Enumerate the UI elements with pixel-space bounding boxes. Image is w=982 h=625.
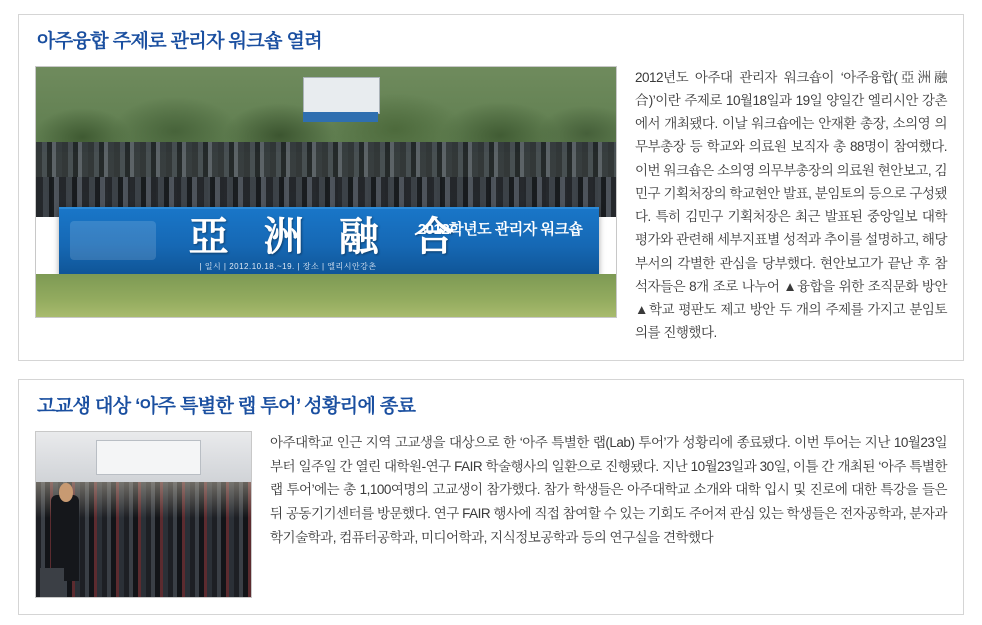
article-1-body	[35, 66, 947, 345]
article-1-photo	[35, 66, 617, 318]
photo-2-speaker-head	[59, 483, 73, 501]
article-2-body	[35, 431, 947, 598]
photo-1-signboard-strip	[303, 112, 378, 122]
article-card-2	[18, 379, 964, 615]
article-1-text: 2012년도 아주대 관리자 워크숍이 ‘아주융합(亞洲融合)’이란 주제로 10월18일과 19일 양일간 엘리시안 강촌에서 개최됐다. 이날 워크숍에는 안재환 총장, 소의영 의무부총장 등 학교와 의료원 보직자 총 88명이 참여했다. 이번 워크숍은 소의영 의무부총장의 의료원 현안보고, 김민구 기획처장의 학교현안 발표, 분임토의 등으로 구성됐다. 특히 김민구 기획처장은 최근 발표된 중앙일보 대학평가와 관련해 세부지표별 성적과 추이를 설명하고, 해당 부서의 각별한 관심을 당부했다. 현안보고가 끝난 후 참석자들은 8개 조로 나누어 ▲융합을 위한 조직문화 방안 ▲학교 평판도 제고 방안 두 개의 주제를 가지고 분임토의를 진행했다.	[635, 69, 947, 341]
photo-2-podium	[40, 568, 64, 598]
article-card-1	[18, 14, 964, 361]
photo-1-banner-event-name: 2012학년도 관리자 워크숍	[417, 221, 583, 239]
photo-1-banner-logo	[70, 221, 156, 260]
article-1-title: 아주융합 주제로 관리자 워크숍 열려	[37, 31, 323, 52]
photo-1-banner	[59, 207, 598, 277]
article-2-title: 고교생 대상 ‘아주 특별한 랩 투어’ 성황리에 종료	[37, 396, 416, 418]
photo-1-banner-details: | 일시 | 2012.10.18.~19. | 장소 | 엘리시안강촌	[199, 261, 377, 271]
photo-1-grass-lower	[36, 274, 616, 317]
photo-1-banner-headline: 亞 洲 融 合	[188, 215, 466, 260]
article-2-text: 아주대학교 인근 지역 고교생을 대상으로 한 ‘아주 특별한 랩(Lab) 투어’가 성황리에 종료됐다. 이번 투어는 지난 10월23일부터 일주일 간 열린 대학원-연구 FAIR 학술행사의 일환으로 진행됐다. 지난 10월23일과 30일, 이틀 간 개최된 ‘아주 특별한 랩 투어’에는 총 1,100여명의 고교생이 참가했다. 참가 학생들은 아주대학교 소개와 대학 입시 및 진로에 대한 특강을 들은 뒤 공동기기센터를 방문했다. 연구 FAIR 행사에 직접 참여할 수 있는 기회도 주어져 관심 있는 학생들은 전자공학과, 분자과학기술학과, 컴퓨터공학과, 미디어학과, 지식정보공학과 등의 연구실을 견학했다	[270, 435, 947, 545]
photo-2-projection-screen	[96, 440, 201, 475]
article-2-photo	[35, 431, 252, 598]
photo-1-signboard	[303, 77, 380, 114]
